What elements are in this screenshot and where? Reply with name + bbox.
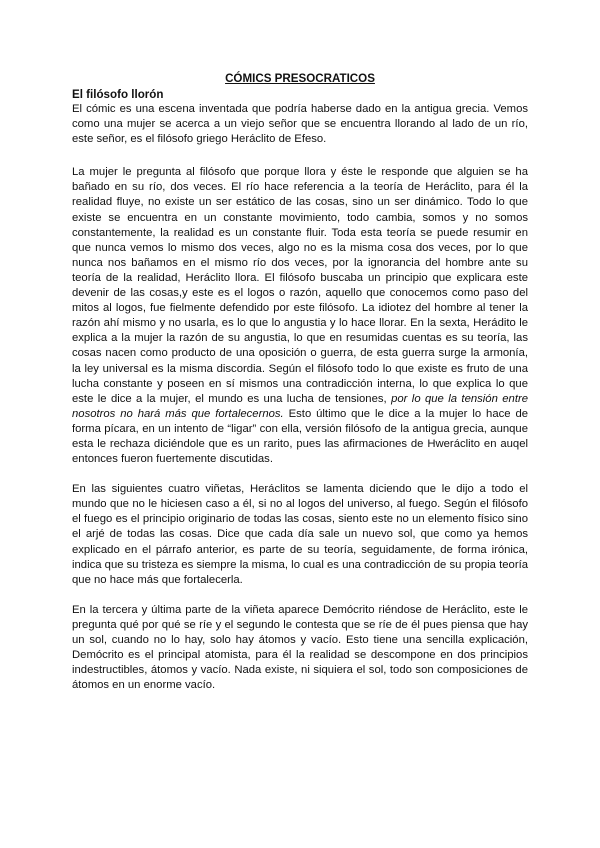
paragraph-text-part: Esto último que le dice a la mujer lo hace de forma pícara, en un intento de “ligar” con ella, versión filósofo de la antigua grecia, aunque esta le rechaza diciéndole que es un rarito, pues las afirmaciones de Hweráclito en auqel entonces fueron fuertemente discutidas. (72, 407, 529, 466)
paragraph-text-part: La mujer le pregunta al filósofo que porque llora y éste le responde que alguien se ha bañado en su río, dos veces. El río hace referencia a la teoría de Heráclito, para él la realidad fluye, no existe un ser estático de las cosas, sino un ser dinámico. Todo lo que existe se encuentra en un constante movimiento, todo cambia, somos y no somos constantemente, la realidad es un constante fluir. Toda esta teoría se puede resumir en que nunca vemos lo mismo dos veces, algo no es la misma cosa dos veces, por lo que nunca nos bañamos en el mismo río dos veces, por la ignorancia del hombre ante su teoría de la realidad, Heráclito llora. El filósofo buscaba un principio que explicara este devenir de las cosas,y este es el logos o razón, aquello que conocemos como paso del mitos al logos, fue fielmente defendido por este filósofo. La idiotez del hombre al tener la razón ahí mismo y no usarla, es lo que lo angustia y lo hace llorar. En la sexta, Herádito le explica a la mujer la razón de su angustia, lo que en resumidas cuentas es su teoría, las cosas nacen como producto de una oposición o guerra, de esta guerra surge la armonía, la ley universal es la misma discordia. Según el filósofo todo lo que existe es fruto de una lucha constante y poseen en sí mismos una contradicción interna, lo que explica lo que este le dice a la mujer, el mundo es una lucha de tensiones, (72, 166, 528, 405)
italic-quote: por lo que la tensión entre nosotros no hará más que fortalecernos. (72, 392, 529, 420)
paragraph-fire-logos: En las siguientes cuatro viñetas, Heráclitos se lamenta diciendo que le dijo a todo el mundo que no le hiciesen caso a él, si no al logos del universo, al fuego. Según el filósofo el fuego es el principio originario de todas las cosas, siento este no un elemento físico sino el arjé de todas las cosas. Dice que cada día sale un nuevo sol, que como ya hemos explicado en el párrafo anterior, es parte de su teoría, seguidamente, de forma irónica, indica que su tristeza es siempre la misma, lo cual es una contradicción de su propia teoría que no hace más que fortalecerla. (72, 483, 528, 586)
paragraph-heraclito-river (72, 165, 528, 467)
section-title: El filósofo llorón (72, 88, 164, 101)
paragraph-democritus: En la tercera y última parte de la viñeta aparece Demócrito riéndose de Heráclito, este le pregunta qué por qué se ríe y el segundo le contesta que se ríe de él pues piensa que hay un sol, cuando no lo hay, solo hay átomos y vacío. Esto tiene una sencilla explicación, Demócrito es el principal atomista, para él la realidad se descompone en dos principios indestructibles, átomos y vacío. Nada existe, ni siquiera el sol, todo son composiciones de átomos en un enorme vacío. (72, 603, 528, 692)
intro-paragraph: El cómic es una escena inventada que podría haberse dado en la antigua grecia. Vemos como una mujer se acerca a un viejo señor que se encuentra llorando al lado de un río, este señor, es el filósofo griego Heráclito de Efeso. (72, 103, 528, 146)
document-page (72, 72, 528, 708)
document-title: CÓMICS PRESOCRATICOS (225, 72, 375, 85)
